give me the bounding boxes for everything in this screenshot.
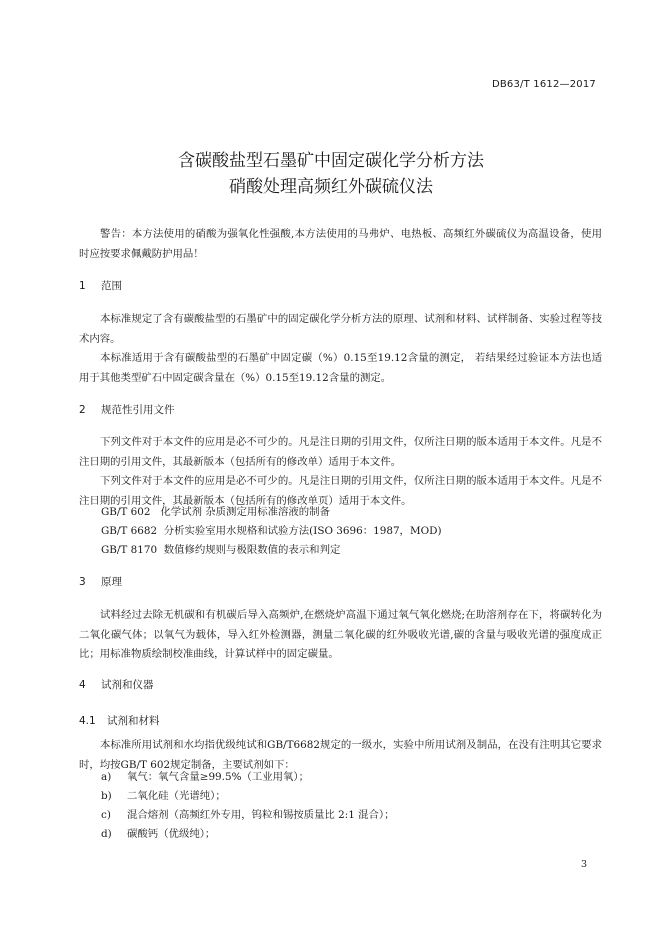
list-item-text: 氧气：氧气含量≥99.5%（工业用氧）； <box>127 771 309 783</box>
standard-code: DB63/T 1612—2017 <box>491 79 596 90</box>
list-item-text: 碳酸钙（优级纯）； <box>127 828 216 840</box>
subsection-4-1-heading <box>79 713 160 728</box>
section-title: 范围 <box>101 280 122 292</box>
list-item <box>101 787 226 802</box>
reference-item: GB/T 602 化学试剂 杂质测定用标准溶液的制备 <box>101 506 330 518</box>
warning-paragraph: 警告：本方法使用的硝酸为强氧化性强酸,本方法使用的马弗炉、电热板、高频红外碳硫仪为高温设备，使用时应按要求佩戴防护用品！ <box>79 228 602 260</box>
list-item <box>101 768 309 783</box>
list-item <box>101 825 215 840</box>
subsection-title: 试剂和材料 <box>107 715 160 727</box>
list-item-label: c) <box>101 809 111 821</box>
document-title-line-1: 含碳酸盐型石墨矿中固定碳化学分析方法 <box>178 151 484 171</box>
section-3-heading <box>79 574 122 589</box>
scope-paragraph-2: 本标准适用于含有碳酸盐型的石墨矿中固定碳（%）0.15至19.12含量的测定， 若结果经过验证本方法也适用于其他类型矿石中固定碳含量在（%）0.15至19.12含量的测定。 <box>79 352 602 384</box>
list-item-label: b) <box>101 790 112 802</box>
section-title: 试剂和仪器 <box>101 679 154 691</box>
section-4-heading <box>79 677 154 692</box>
normative-paragraph-2: 下列文件对于本文件的应用是必不可少的。凡是注日期的引用文件，仅所注日期的版本适用于本文件。凡是不注日期的引用文件，其最新版本（包括所有的修改单页）适用于本文件。 <box>79 475 602 507</box>
section-title: 规范性引用文件 <box>101 404 175 416</box>
list-item-text: 混合熔剂（高频红外专用，钨粒和锡按质量比 2:1 混合）； <box>127 809 395 821</box>
list-item-label: a) <box>101 771 112 783</box>
list-item-label: d) <box>101 828 112 840</box>
section-2-heading <box>79 402 175 417</box>
subsection-number: 4.1 <box>79 715 96 727</box>
reagents-paragraph: 本标准所用试剂和水均指优级纯试和GB/T6682规定的一级水，实验中所用试剂及制品，在没有注明其它要求时，均按GB/T 602规定制备，主要试剂如下： <box>79 739 602 771</box>
section-number: 2 <box>79 404 86 416</box>
page-number: 3 <box>581 859 588 870</box>
list-item-text: 二氧化硅（光谱纯）； <box>127 790 226 802</box>
reference-item: GB/T 8170 数值修约规则与极限数值的表示和判定 <box>101 544 341 556</box>
section-title: 原理 <box>101 576 122 588</box>
list-item <box>101 806 395 821</box>
document-title-line-2: 硝酸处理高频红外碳硫仪法 <box>229 177 433 197</box>
principle-paragraph: 试料经过去除无机碳和有机碳后导入高频炉,在燃烧炉高温下通过氧气氧化燃烧;在助溶剂存在下，将碳转化为二氧化碳气体；以氧气为载体，导入红外检测器，测量二氧化碳的红外吸收光谱,碳的含量与吸收光谱的强度成正比；用标准物质绘制校准曲线，计算试样中的固定碳量。 <box>79 609 602 661</box>
section-number: 3 <box>79 576 86 588</box>
reference-item: GB/T 6682 分析实验室用水规格和试验方法(ISO 3696：1987，MOD) <box>101 525 442 537</box>
normative-paragraph-1: 下列文件对于本文件的应用是必不可少的。凡是注日期的引用文件，仅所注日期的版本适用于本文件。凡是不注日期的引用文件，其最新版本（包括所有的修改单）适用于本文件。 <box>79 436 602 468</box>
scope-paragraph-1: 本标准规定了含有碳酸盐型的石墨矿中的固定碳化学分析方法的原理、试剂和材料、试样制备、实验过程等技术内容。 <box>79 313 602 345</box>
section-number: 4 <box>79 679 86 691</box>
section-number: 1 <box>79 280 86 292</box>
section-1-heading <box>79 278 122 293</box>
